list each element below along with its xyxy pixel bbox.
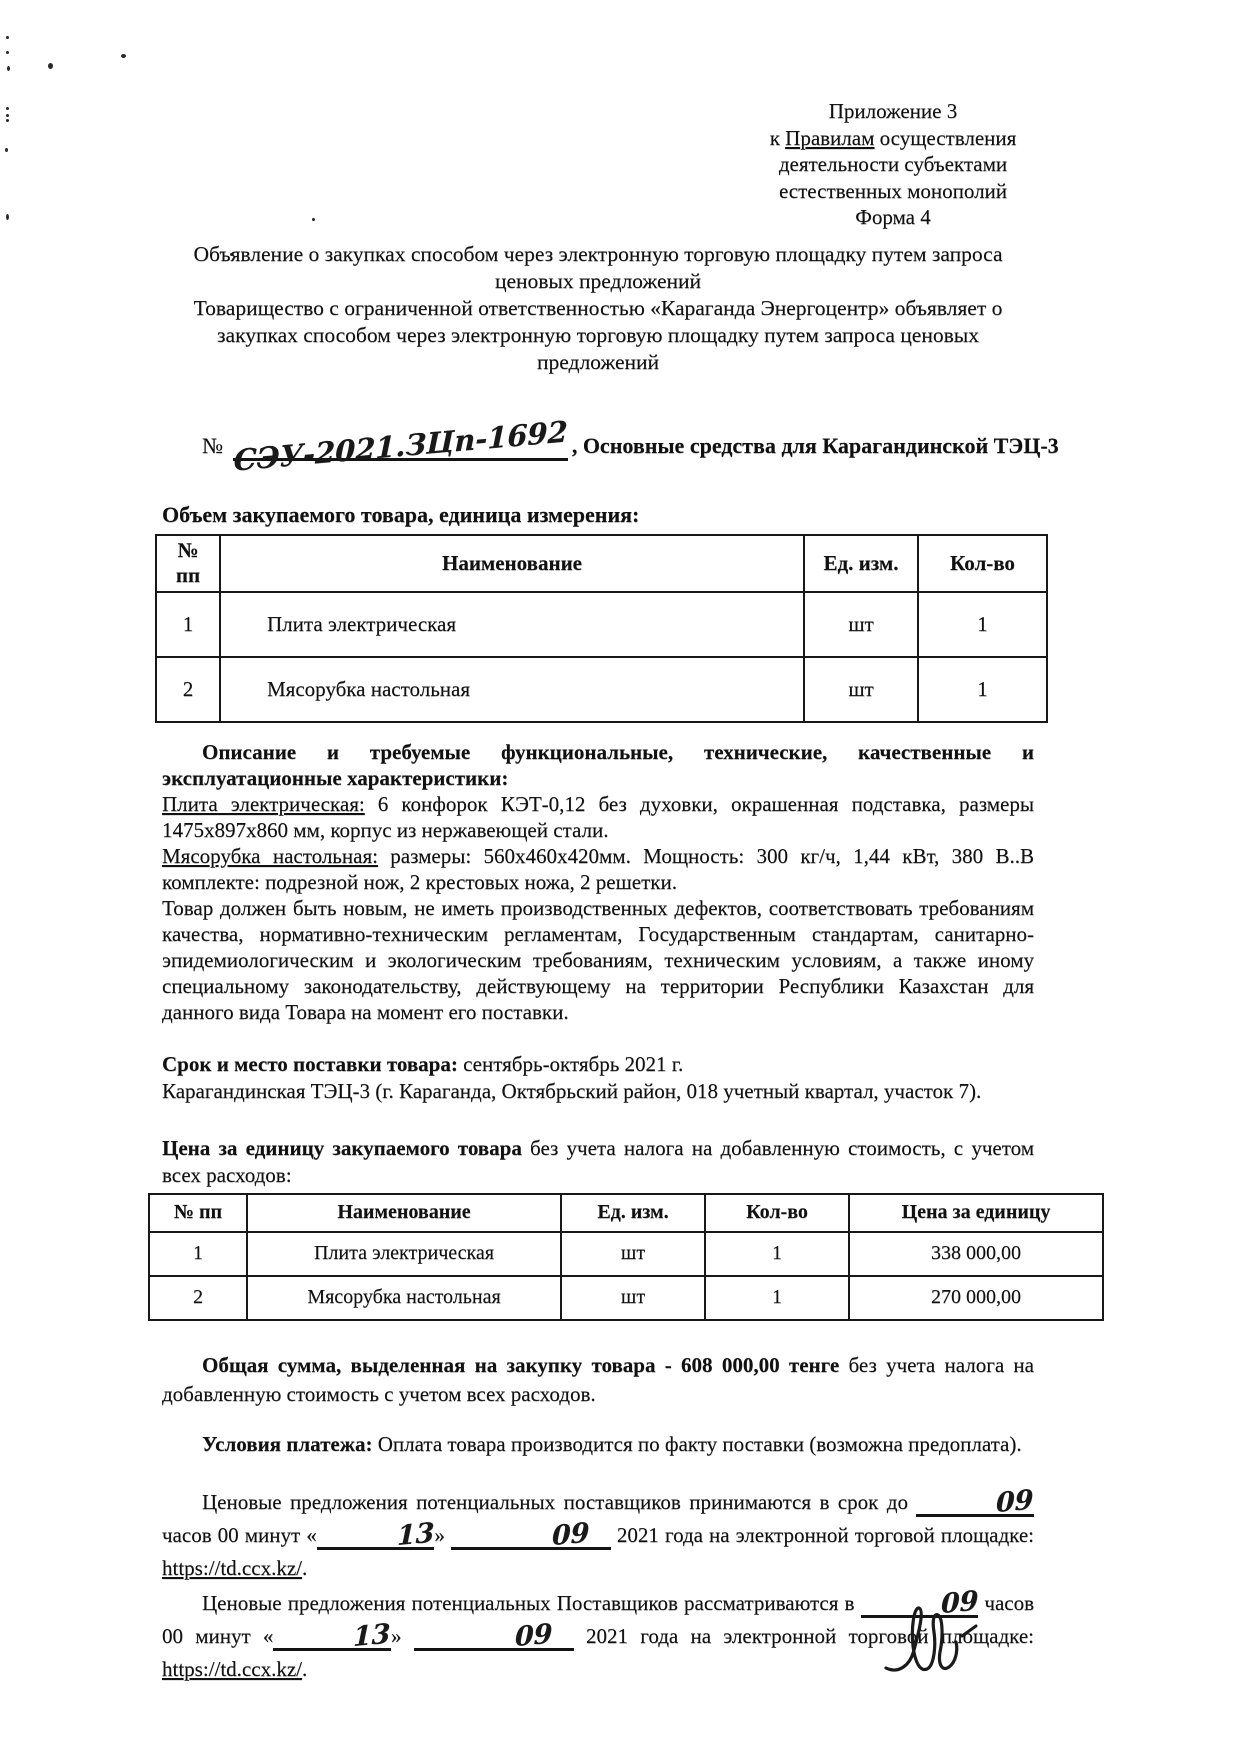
handwritten-procurement-number: СЭУ-2021.ЗЦп-1692 (232, 413, 568, 478)
cell-qty: 1 (918, 657, 1047, 722)
total-sum-bold: Общая сумма, выделенная на закупку товара - 608 000,00 тенге (202, 1352, 840, 1377)
cell-name: Плита электрическая (220, 592, 804, 657)
trading-platform-link[interactable]: https://td.ccx.kz/ (162, 1555, 302, 1580)
appendix-line-text: естественных монополий (778, 178, 1008, 203)
handwritten-day: 13 (353, 1618, 392, 1653)
submission-month-blank (451, 1517, 611, 1552)
col-header-num: № пп (156, 535, 220, 592)
cell-qty: 1 (705, 1232, 849, 1276)
review-text-2: часов 00 минут « (162, 1590, 1034, 1648)
appendix-reference-block (752, 98, 1034, 231)
cell-qty: 1 (918, 592, 1047, 657)
volume-heading: Объем закупаемого товара, единица измерения: (162, 501, 640, 527)
subject-line (162, 413, 1059, 478)
table-row (156, 657, 1047, 722)
announcement-title: Объявление о закупках способом через электронную торговую площадку путем запроса ценовых предложений (193, 241, 1003, 293)
cell-num: 1 (149, 1232, 247, 1276)
handwritten-hours: 09 (996, 1484, 1035, 1519)
cell-price: 270 000,00 (849, 1276, 1103, 1320)
col-header-unit: Ед. изм. (804, 535, 918, 592)
submission-text-4: 2021 года на электронной торговой площадке: (610, 1522, 1035, 1547)
cell-num: 2 (156, 657, 220, 722)
cell-name: Мясорубка настольная (247, 1276, 561, 1320)
item1-label: Плита электрическая: (162, 791, 365, 816)
payment-label: Условия платежа: (202, 1431, 373, 1456)
appendix-line (752, 178, 1034, 205)
col-header-name: Наименование (247, 1194, 561, 1232)
appendix-line (752, 98, 1034, 125)
handwritten-hours: 09 (940, 1585, 979, 1620)
announcement-subtitle: Товарищество с ограниченной ответственностью «Караганда Энергоцентр» объявляет о закупках способом через электронную торговую площадку путем запроса ценовых предложений (193, 295, 1003, 374)
appendix-form-text: Форма 4 (855, 205, 931, 229)
col-header-num: № пп (149, 1194, 247, 1232)
payment-text: Оплата товара производится по факту поставки (возможна предоплата). (372, 1431, 1022, 1456)
submission-text-1: Ценовые предложения потенциальных поставщиков принимаются в срок до (202, 1489, 917, 1514)
review-day-blank (273, 1618, 392, 1653)
table-header-row (156, 535, 1047, 592)
appendix-number: Приложение 3 (828, 99, 958, 123)
table-row (156, 592, 1047, 657)
submission-text-2: часов 00 минут « (162, 1522, 317, 1547)
review-month-blank (414, 1618, 574, 1653)
delivery-address: Карагандинская ТЭЦ-3 (г. Караганда, Октябрьский район, 018 учетный квартал, участок 7). (162, 1078, 982, 1103)
description-item-myasorubka (162, 843, 1034, 895)
delivery-label: Срок и место поставки товара: (162, 1051, 458, 1076)
review-text-1: Ценовые предложения потенциальных Поставщиков рассматриваются в (202, 1590, 861, 1615)
cell-qty: 1 (705, 1276, 849, 1320)
item2-label: Мясорубка настольная: (162, 843, 378, 868)
handwritten-month: 09 (551, 1517, 590, 1552)
submission-deadline-paragraph (162, 1486, 1034, 1585)
announcement-block (162, 241, 1034, 376)
description-item-plita (162, 791, 1034, 843)
appendix-line (752, 151, 1034, 178)
submission-text-5: . (301, 1555, 308, 1580)
item1-text: 6 конфорок КЭТ-0,12 без духовки, окрашенная подставка, размеры 1475х897х860 мм, корпус из нержавеющей стали. (162, 791, 1034, 842)
submission-hours-blank (916, 1484, 1035, 1519)
price-rest: без учета налога на добавленную стоимость, с учетом всех расходов: (162, 1135, 1034, 1187)
submission-day-blank (317, 1517, 435, 1552)
table-row (149, 1276, 1103, 1320)
price-label: Цена за единицу закупаемого товара (162, 1135, 522, 1160)
col-header-price: Цена за единицу (849, 1194, 1103, 1232)
handwritten-month: 09 (514, 1618, 553, 1653)
col-header-unit: Ед. изм. (561, 1194, 705, 1232)
review-text-5: . (301, 1656, 308, 1681)
col-header-qty: Кол-во (705, 1194, 849, 1232)
appendix-rules-prefix: к (769, 125, 786, 150)
delivery-section (162, 1051, 1034, 1105)
cell-price: 338 000,00 (849, 1232, 1103, 1276)
rules-reference-link: Правилам (785, 125, 875, 150)
cell-num: 1 (156, 592, 220, 657)
payment-terms-paragraph (162, 1431, 1034, 1458)
appendix-line (752, 125, 1034, 152)
total-sum-rest: без учета налога на добавленную стоимость с учетом всех расходов. (162, 1352, 1034, 1406)
appendix-form-number (752, 204, 1034, 231)
review-text-4: 2021 года на электронной торговой площадке: (573, 1623, 1035, 1648)
description-section (162, 739, 1034, 1025)
volume-table (155, 534, 1048, 723)
handwritten-day: 13 (396, 1517, 435, 1552)
cell-unit: шт (804, 657, 918, 722)
cell-unit: шт (804, 592, 918, 657)
delivery-value: сентябрь-октябрь 2021 г. (457, 1051, 684, 1076)
cell-unit: шт (561, 1276, 705, 1320)
total-sum-paragraph (162, 1351, 1034, 1409)
review-text-3: » (391, 1623, 414, 1648)
description-heading: Описание и требуемые функциональные, технические, качественные и эксплуатационные характеристики: (162, 739, 1034, 790)
number-sign: № (202, 432, 223, 458)
signature-mark-icon (876, 1602, 986, 1697)
col-header-qty: Кол-во (918, 535, 1047, 592)
trading-platform-link[interactable]: https://td.ccx.kz/ (162, 1656, 302, 1681)
cell-unit: шт (561, 1232, 705, 1276)
description-general-requirements: Товар должен быть новым, не иметь производственных дефектов, соответствовать требованиям качества, нормативно-техническим регламентам, Государственным стандартам, санитарно-эпидемиологическим и экологическим требованиям, техническим условиям, а также иному специальному законодательству, действующему на территории Республики Казахстан для данного вида Товара на момент его поставки. (162, 895, 1034, 1024)
price-table (148, 1193, 1104, 1321)
cell-name: Плита электрическая (247, 1232, 561, 1276)
table-header-row (149, 1194, 1103, 1232)
table-row (149, 1232, 1103, 1276)
price-heading (162, 1135, 1034, 1189)
cell-name: Мясорубка настольная (220, 657, 804, 722)
delivery-terms-line (162, 1051, 1034, 1078)
submission-text-3: » (434, 1522, 451, 1547)
procurement-number-blank (232, 413, 568, 478)
cell-num: 2 (149, 1276, 247, 1320)
col-header-name: Наименование (220, 535, 804, 592)
appendix-line-text: деятельности субъектами (778, 152, 1008, 176)
appendix-rules-suffix: осуществления (874, 125, 1017, 150)
item2-text: размеры: 560х460х420мм. Мощность: 300 кг/ч, 1,44 кВт, 380 В..В комплекте: подрезной нож, 2 крестовых ножа, 2 решетки. (162, 843, 1034, 894)
subject-title: , Основные средства для Карагандинской ТЭЦ-3 (571, 432, 1059, 458)
